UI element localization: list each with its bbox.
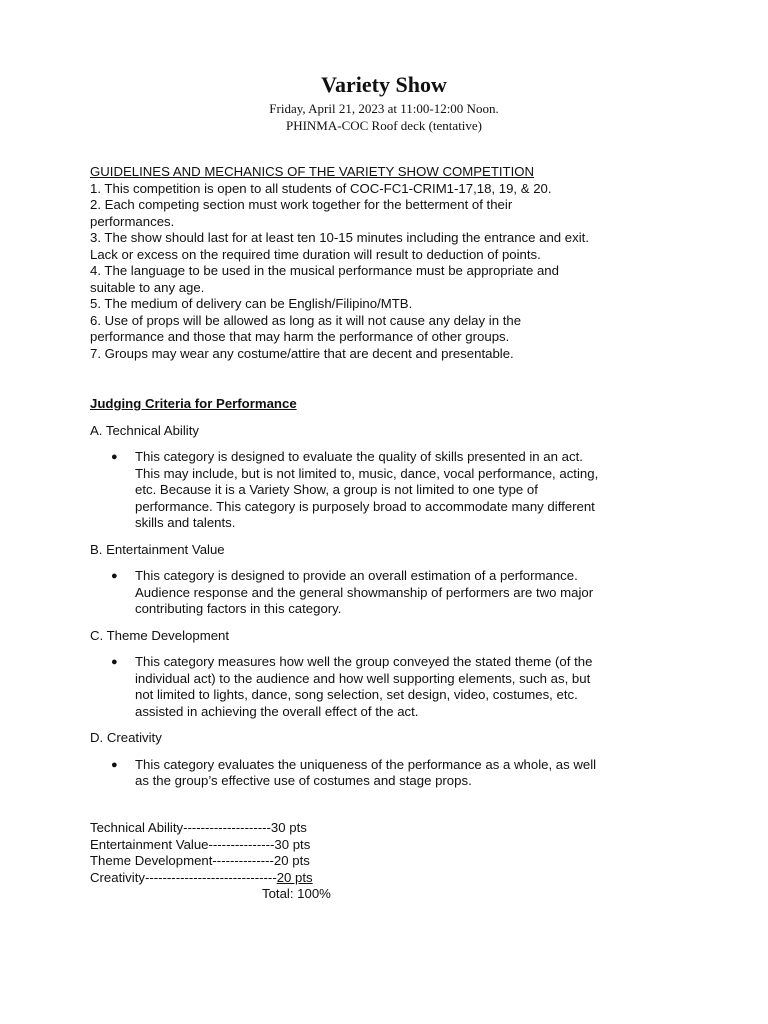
score-label: Creativity------------------------------ [90, 869, 277, 885]
score-label: Theme Development-------------- [90, 853, 274, 868]
category-description-theme-development [90, 654, 680, 720]
bullet-icon: ● [111, 758, 118, 771]
description-line: This may include, but is not limited to, music, dance, vocal performance, acting, [135, 465, 599, 481]
score-points: 20 pts [276, 869, 313, 885]
description-line: individual act) to the audience and how well supporting elements, such as, but [135, 670, 591, 686]
score-label: Entertainment Value--------------- [90, 836, 275, 852]
score-breakdown [90, 820, 410, 903]
category-title-entertainment-value: B. Entertainment Value [90, 541, 225, 557]
criteria-heading: Judging Criteria for Performance [90, 396, 297, 411]
guidelines-heading: GUIDELINES AND MECHANICS OF THE VARIETY SHOW COMPETITION [90, 164, 535, 179]
guideline-line: 1. This competition is open to all students of COC-FC1-CRIM1-17,18, 19, & 20. [90, 180, 552, 196]
guideline-line: suitable to any age. [90, 279, 205, 295]
category-description-creativity [90, 757, 680, 790]
event-venue-line: PHINMA-COC Roof deck (tentative) [285, 118, 483, 133]
document-header [0, 70, 768, 134]
guideline-line: performance and those that may harm the performance of other groups. [90, 329, 510, 344]
guideline-line: Lack or excess on the required time duration will result to deduction of points. [90, 246, 541, 262]
guideline-line: 4. The language to be used in the musical performance must be appropriate and [90, 263, 559, 278]
description-line: as the group’s effective use of costumes and stage props. [135, 773, 472, 788]
score-row-entertainment-value [90, 837, 410, 854]
category-title-technical-ability: A. Technical Ability [90, 422, 199, 438]
description-line: Audience response and the general showmanship of performers are two major [135, 584, 594, 600]
event-date-line: Friday, April 21, 2023 at 11:00-12:00 Noon. [269, 101, 499, 116]
description-line: This category evaluates the uniqueness of the performance as a whole, as well [135, 756, 597, 772]
description-line: assisted in achieving the overall effect of the act. [135, 703, 419, 719]
guideline-line: 5. The medium of delivery can be English/Filipino/MTB. [90, 296, 413, 311]
guidelines-section [90, 164, 680, 362]
score-points: 30 pts [274, 836, 311, 852]
description-line: skills and talents. [135, 515, 236, 530]
category-description-technical-ability [90, 449, 680, 532]
description-line: This category measures how well the group conveyed the stated theme (of the [135, 654, 593, 669]
bullet-icon: ● [111, 451, 118, 463]
description-line: etc. Because it is a Variety Show, a group is not limited to one type of [135, 482, 538, 497]
score-label: Technical Ability-------------------- [90, 820, 271, 835]
category-description-entertainment-value [90, 568, 680, 618]
score-row-creativity [90, 870, 410, 887]
description-line: contributing factors in this category. [135, 601, 342, 616]
guideline-line: 7. Groups may wear any costume/attire that are decent and presentable. [90, 345, 514, 361]
guideline-line: 3. The show should last for at least ten 10-15 minutes including the entrance and exit. [90, 230, 589, 245]
bullet-icon: ● [111, 656, 118, 668]
page-title: Variety Show [321, 72, 447, 97]
guideline-line: performances. [90, 213, 175, 229]
guideline-line: 2. Each competing section must work together for the betterment of their [90, 197, 513, 212]
bullet-icon: ● [111, 570, 118, 582]
description-line: This category is designed to evaluate the quality of skills presented in an act. [135, 449, 583, 464]
category-title-creativity: D. Creativity [90, 730, 162, 745]
category-title-theme-development: C. Theme Development [90, 627, 230, 643]
judging-criteria-section [90, 396, 680, 800]
score-row-technical-ability [90, 820, 410, 837]
description-line: performance. This category is purposely broad to accommodate many different [135, 498, 595, 514]
guideline-line: 6. Use of props will be allowed as long as it will not cause any delay in the [90, 312, 522, 328]
score-row-theme-development [90, 853, 410, 870]
score-total: Total: 100% [262, 886, 331, 901]
score-points: 30 pts [270, 820, 307, 835]
score-points: 20 pts [273, 853, 310, 868]
description-line: This category is designed to provide an overall estimation of a performance. [135, 568, 578, 583]
description-line: not limited to lights, dance, song selection, set design, video, costumes, etc. [135, 687, 578, 702]
